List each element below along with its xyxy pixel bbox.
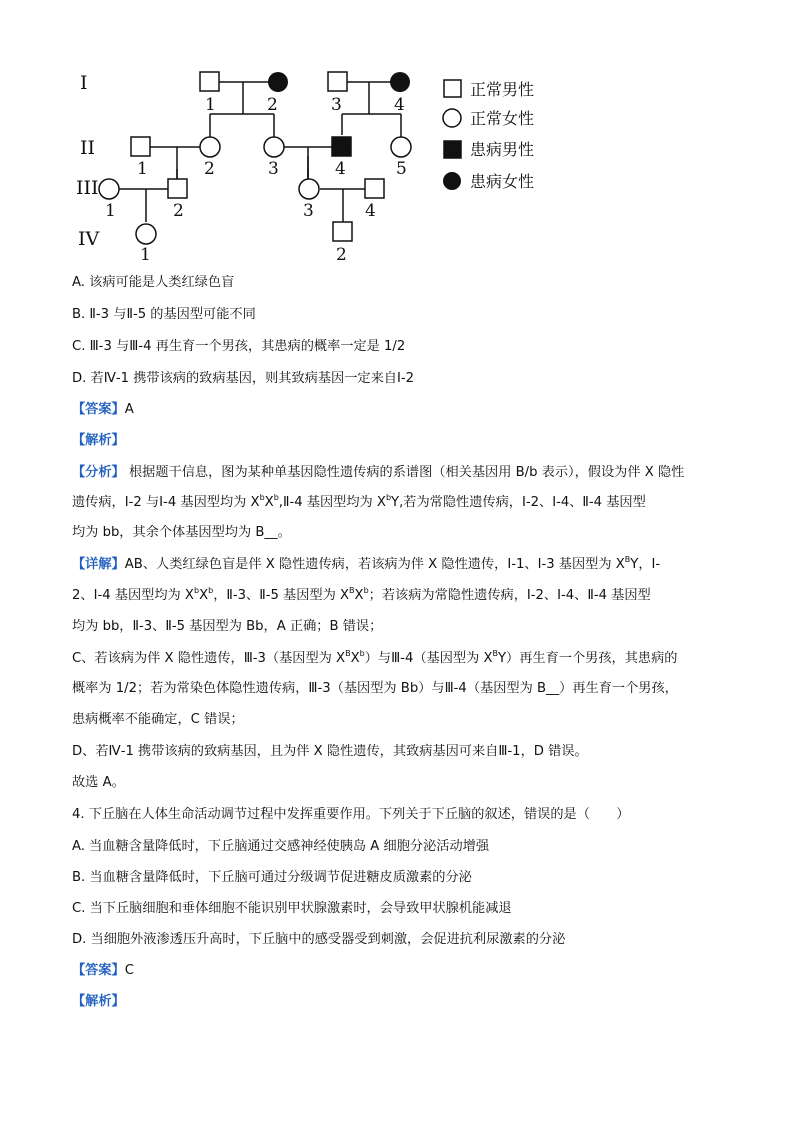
II-2-normal-female	[200, 137, 220, 157]
q4-answer	[72, 962, 134, 980]
q4-stem: 4. 下丘脑在人体生命活动调节过程中发挥重要作用。下列关于下丘脑的叙述，错误的是（ ）	[72, 807, 630, 822]
q3-option-c: C. Ⅲ-3 与Ⅲ-4 再生育一个男孩，其患病的概率一定是 1/2	[72, 339, 406, 354]
xj-text-2c: ，Ⅱ-3、Ⅱ-5 基因型为 X	[213, 588, 350, 603]
fenxi-text-2c: ,Ⅱ-4 基因型均为 X	[278, 495, 386, 510]
xj-text-2d: X	[354, 588, 364, 603]
gen-label-II: II	[80, 137, 96, 159]
sup-b: b	[208, 586, 214, 595]
fenxi-tag: 【分析】	[72, 465, 125, 480]
sup-B: B	[492, 649, 498, 658]
q3-xiangjie-line-4	[72, 650, 678, 668]
label-III-2: 2	[173, 201, 184, 221]
sup-b: b	[273, 493, 279, 502]
q4-analysis-heading	[72, 993, 125, 1011]
analysis-tag: 【解析】	[72, 433, 125, 448]
IV-2-normal-male	[333, 222, 352, 241]
pedigree-chart	[60, 62, 560, 267]
q4-option-d: D. 当细胞外液渗透压升高时，下丘脑中的感受器受到刺激，会促进抗利尿激素的分泌	[72, 932, 566, 947]
xj-text-2b: X	[199, 588, 209, 603]
q3-fenxi-line-2	[72, 494, 646, 512]
legend-affected-female: 患病女性	[470, 172, 535, 191]
II-5-normal-female	[391, 137, 411, 157]
II-4-affected-male	[332, 137, 351, 156]
q4-option-a: A. 当血糖含量降低时，下丘脑通过交感神经使胰岛 A 细胞分泌活动增强	[72, 839, 490, 854]
q3-answer	[72, 401, 134, 419]
q3-analysis-heading	[72, 432, 125, 450]
q3-option-d: D. 若Ⅳ-1 携带该病的致病基因，则其致病基因一定来自Ⅰ-2	[72, 371, 415, 386]
q3-xiangjie-line-2	[72, 587, 651, 605]
xj-text-2e: ；若该病为常隐性遗传病，Ⅰ-2、Ⅰ-4、Ⅱ-4 基因型	[368, 588, 651, 603]
label-III-3: 3	[303, 201, 314, 221]
II-1-normal-male	[131, 137, 150, 156]
sup-b: b	[385, 493, 392, 502]
legend-affected-female-icon	[443, 172, 461, 190]
sup-b: b	[259, 493, 265, 502]
answer-value: A	[124, 402, 134, 417]
sup-B: B	[349, 586, 355, 595]
q3-conclusion: 故选 A。	[72, 775, 125, 790]
label-II-3: 3	[268, 159, 279, 179]
q4-option-c: C. 当下丘脑细胞和垂体细胞不能识别甲状腺激素时，会导致甲状腺机能减退	[72, 901, 512, 916]
legend-affected-male: 患病男性	[470, 140, 535, 159]
xj-text-4a: C、若该病为伴 X 隐性遗传，Ⅲ-3（基因型为 X	[72, 651, 346, 666]
xj-text-1b: Y，Ⅰ-	[630, 557, 661, 572]
II-3-normal-female	[264, 137, 284, 157]
III-4-normal-male	[365, 179, 384, 198]
xj-text-4b: X	[350, 651, 360, 666]
label-II-5: 5	[396, 159, 407, 179]
label-II-1: 1	[137, 159, 148, 179]
q3-xiangjie-line-5: 概率为 1/2；若为常染色体隐性遗传病，Ⅲ-3（基因型为 Bb）与Ⅲ-4（基因型为 B__）再生育一个男孩，	[72, 681, 678, 696]
label-I-2: 2	[267, 95, 278, 115]
sup-b: b	[193, 586, 200, 595]
legend-normal-female-icon	[443, 109, 461, 127]
I-4-affected-female	[390, 72, 410, 92]
label-IV-2: 2	[336, 245, 347, 265]
fenxi-text-2b: X	[264, 495, 274, 510]
gen-label-IV: IV	[78, 228, 100, 250]
label-I-1: 1	[205, 95, 216, 115]
legend-normal-male: 正常男性	[470, 80, 535, 99]
analysis-tag: 【解析】	[72, 994, 125, 1009]
fenxi-text-2d: Y,若为常隐性遗传病，Ⅰ-2、Ⅰ-4、Ⅱ-4 基因型	[391, 495, 646, 510]
I-1-normal-male	[200, 72, 219, 91]
q3-fenxi-line-3: 均为 bb，其余个体基因型均为 B__。	[72, 525, 291, 540]
label-I-4: 4	[394, 95, 405, 115]
legend-normal-female: 正常女性	[470, 109, 535, 128]
legend-normal-male-icon	[444, 80, 461, 97]
IV-1-normal-female	[136, 224, 156, 244]
q4-option-b: B. 当血糖含量降低时，下丘脑可通过分级调节促进糖皮质激素的分泌	[72, 870, 472, 885]
xiangjie-tag: 【详解】	[72, 557, 125, 572]
q3-xiangjie-line-7: D、若Ⅳ-1 携带该病的致病基因，且为伴 X 隐性遗传，其致病基因可来自Ⅲ-1，D 错误。	[72, 744, 588, 759]
q3-option-a: A. 该病可能是人类红绿色盲	[72, 275, 235, 290]
III-3-normal-female	[299, 179, 319, 199]
label-I-3: 3	[331, 95, 342, 115]
q3-option-b: B. Ⅱ-3 与Ⅱ-5 的基因型可能不同	[72, 307, 256, 322]
xj-text-1a: AB、人类红绿色盲是伴 X 隐性遗传病，若该病为伴 X 隐性遗传，Ⅰ-1、Ⅰ-3 基因型为 X	[124, 557, 625, 572]
fenxi-text-1: 根据题干信息，图为某种单基因隐性遗传病的系谱图（相关基因用 B/b 表示），假设为伴 X 隐性	[128, 465, 685, 480]
answer-tag: 【答案】	[72, 402, 125, 417]
label-III-1: 1	[105, 201, 116, 221]
label-III-4: 4	[365, 201, 376, 221]
answer-tag: 【答案】	[72, 963, 125, 978]
q3-xiangjie-line-3: 均为 bb，Ⅱ-3、Ⅱ-5 基因型为 Bb，A 正确；B 错误；	[72, 619, 383, 634]
label-IV-1: 1	[140, 245, 151, 265]
label-II-4: 4	[335, 159, 346, 179]
III-1-normal-female	[99, 179, 119, 199]
q3-xiangjie-line-6: 患病概率不能确定，C 错误；	[72, 712, 244, 727]
gen-label-III: III	[76, 177, 99, 199]
sup-b: b	[359, 649, 365, 658]
q3-fenxi-line-1	[72, 464, 684, 482]
xj-text-2a: 2、Ⅰ-4 基因型均为 X	[72, 588, 194, 603]
sup-B: B	[624, 555, 631, 564]
answer-value: C	[124, 963, 134, 978]
q3-xiangjie-line-1	[72, 556, 660, 574]
sup-B: B	[345, 649, 351, 658]
xj-text-4d: Y）再生育一个男孩，其患病的	[498, 651, 678, 666]
gen-label-I: I	[80, 72, 88, 94]
legend-affected-male-icon	[444, 141, 461, 158]
label-II-2: 2	[204, 159, 215, 179]
I-3-normal-male	[328, 72, 347, 91]
sup-b: b	[363, 586, 369, 595]
fenxi-text-2a: 遗传病，Ⅰ-2 与Ⅰ-4 基因型均为 X	[72, 495, 260, 510]
III-2-normal-male	[168, 179, 187, 198]
I-2-affected-female	[268, 72, 288, 92]
xj-text-4c: ）与Ⅲ-4（基因型为 X	[364, 651, 493, 666]
